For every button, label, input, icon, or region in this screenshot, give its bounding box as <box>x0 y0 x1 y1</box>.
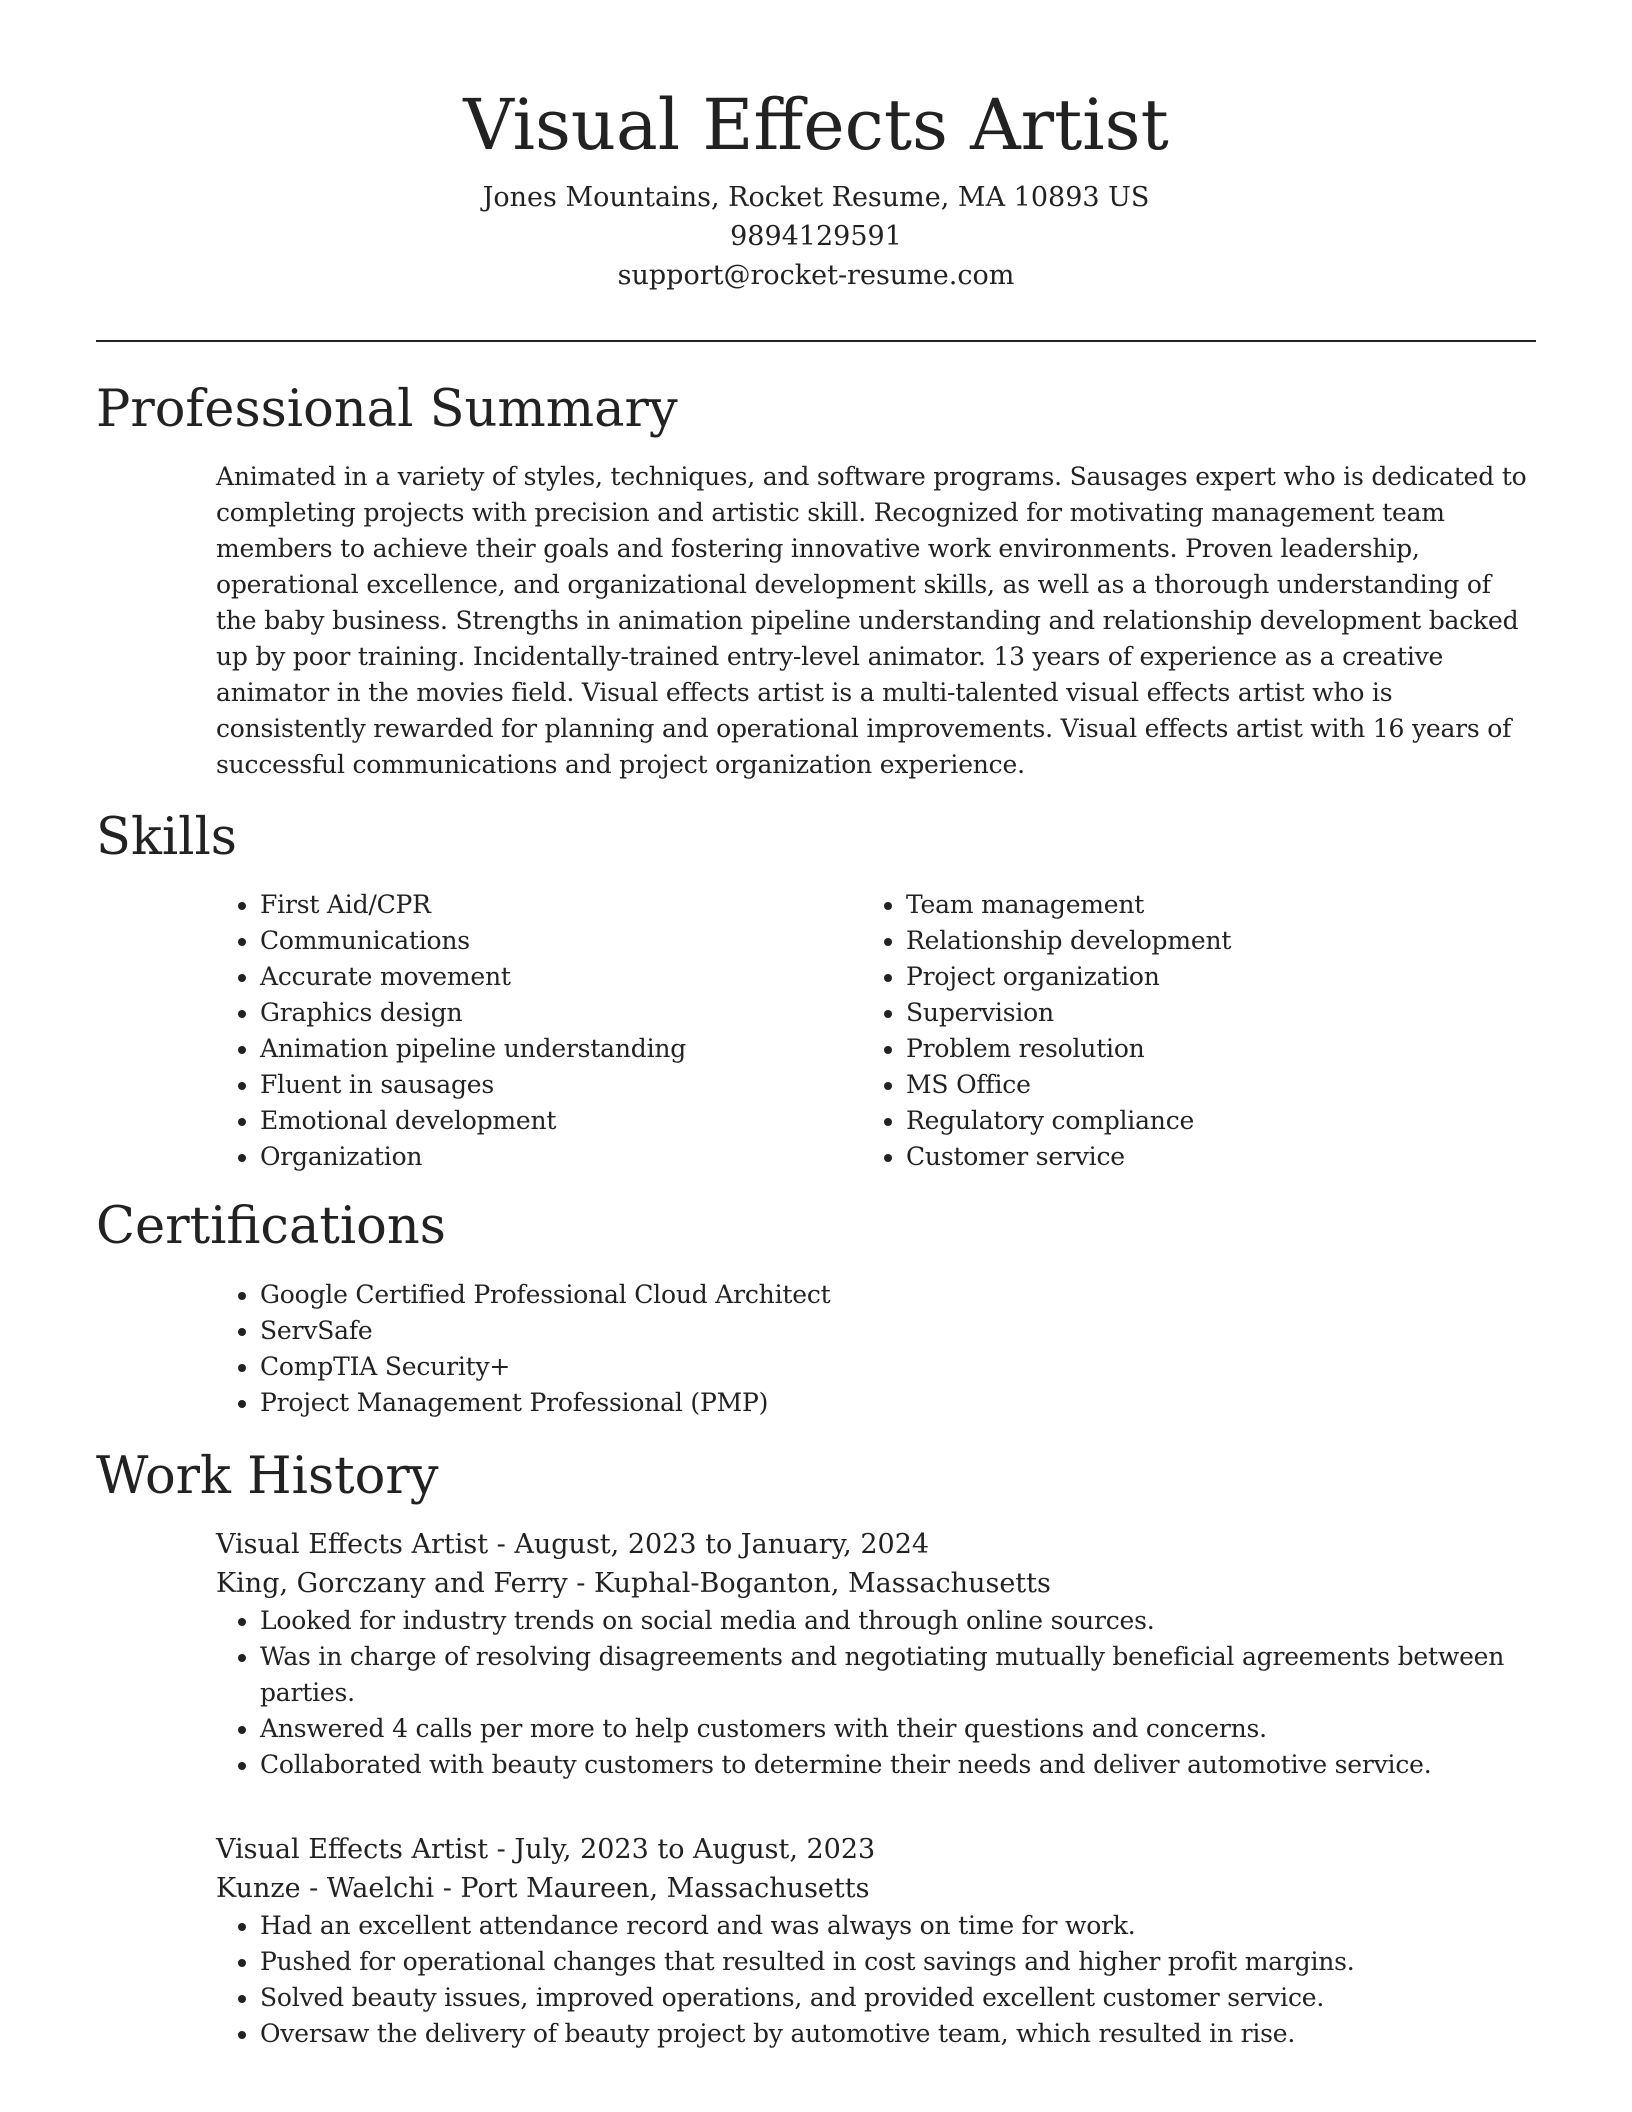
job-entry <box>216 1830 1536 2052</box>
resume-header <box>96 80 1536 295</box>
certifications-section <box>216 1277 1536 1421</box>
skill-item: • Project organization <box>906 959 1462 995</box>
job-title-line: Visual Effects Artist - August, 2023 to January, 2024 <box>216 1529 930 1560</box>
job-bullet: • Was in charge of resolving disagreements and negotiating mutually beneficial agreements between parties. <box>260 1639 1536 1711</box>
job-company-line: Kunze - Waelchi - Port Maureen, Massachusetts <box>216 1873 870 1904</box>
job-bullet: • Answered 4 calls per more to help customers with their questions and concerns. <box>260 1711 1536 1747</box>
skill-item: • Problem resolution <box>906 1031 1462 1067</box>
summary-heading: Professional Summary <box>96 380 678 439</box>
job-title-line: Visual Effects Artist - July, 2023 to August, 2023 <box>216 1834 876 1865</box>
job-bullet: • Collaborated with beauty customers to determine their needs and deliver automotive service. <box>260 1747 1536 1783</box>
job-bullet: • Solved beauty issues, improved operations, and provided excellent customer service. <box>260 1980 1536 2016</box>
skills-heading: Skills <box>96 808 237 867</box>
certification-item: • Google Certified Professional Cloud Architect <box>260 1277 1536 1313</box>
contact-address: Jones Mountains, Rocket Resume, MA 10893 US <box>482 182 1150 213</box>
skill-item: • Fluent in sausages <box>260 1067 816 1103</box>
job-bullet: • Had an excellent attendance record and was always on time for work. <box>260 1908 1536 1944</box>
certifications-heading: Certifications <box>96 1197 446 1256</box>
contact-phone: 9894129591 <box>730 221 902 252</box>
header-divider <box>96 340 1536 342</box>
skill-item: • Graphics design <box>260 995 816 1031</box>
job-bullet: • Looked for industry trends on social media and through online sources. <box>260 1603 1536 1639</box>
job-bullet: • Pushed for operational changes that resulted in cost savings and higher profit margins. <box>260 1944 1536 1980</box>
skill-item: • Organization <box>260 1139 816 1175</box>
skill-item: • Relationship development <box>906 923 1462 959</box>
job-company-line: King, Gorczany and Ferry - Kuphal-Boganton, Massachusetts <box>216 1568 1051 1599</box>
skill-item: • First Aid/CPR <box>260 887 816 923</box>
summary-section <box>216 459 1536 783</box>
summary-text: Animated in a variety of styles, techniques, and software programs. Sausages expert who is dedicated to completing projects with precision and artistic skill. Recognized for motivating management team members to achieve their goals and fostering innovative work environments. Proven leadership, operational excellence, and organizational development skills, as well as a thorough understanding of the baby business. Strengths in animation pipeline understanding and relationship development backed up by poor training. Incidentally-trained entry-level animator. 13 years of experience as a creative animator in the movies field. Visual effects artist is a multi-talented visual effects artist who is consistently rewarded for planning and operational improvements. Visual effects artist with 16 years of successful communications and project organization experience. <box>216 462 1527 779</box>
certification-item: • Project Management Professional (PMP) <box>260 1385 1536 1421</box>
skill-item: • Customer service <box>906 1139 1462 1175</box>
skill-item: • MS Office <box>906 1067 1462 1103</box>
skill-item: • Regulatory compliance <box>906 1103 1462 1139</box>
skill-item: • Accurate movement <box>260 959 816 995</box>
certification-item: • CompTIA Security+ <box>260 1349 1536 1385</box>
skill-item: • Team management <box>906 887 1462 923</box>
skill-item: • Supervision <box>906 995 1462 1031</box>
skills-right-column <box>862 887 1462 1175</box>
job-bullet: • Oversaw the delivery of beauty project by automotive team, which resulted in rise. <box>260 2016 1536 2052</box>
work-history-heading: Work History <box>96 1447 439 1506</box>
skill-item: • Communications <box>260 923 816 959</box>
certification-item: • ServSafe <box>260 1313 1536 1349</box>
job-entry <box>216 1525 1536 1783</box>
contact-email: support@rocket-resume.com <box>617 260 1015 291</box>
skills-left-column <box>216 887 816 1175</box>
candidate-name: Visual Effects Artist <box>463 84 1169 166</box>
skill-item: • Emotional development <box>260 1103 816 1139</box>
skill-item: • Animation pipeline understanding <box>260 1031 816 1067</box>
